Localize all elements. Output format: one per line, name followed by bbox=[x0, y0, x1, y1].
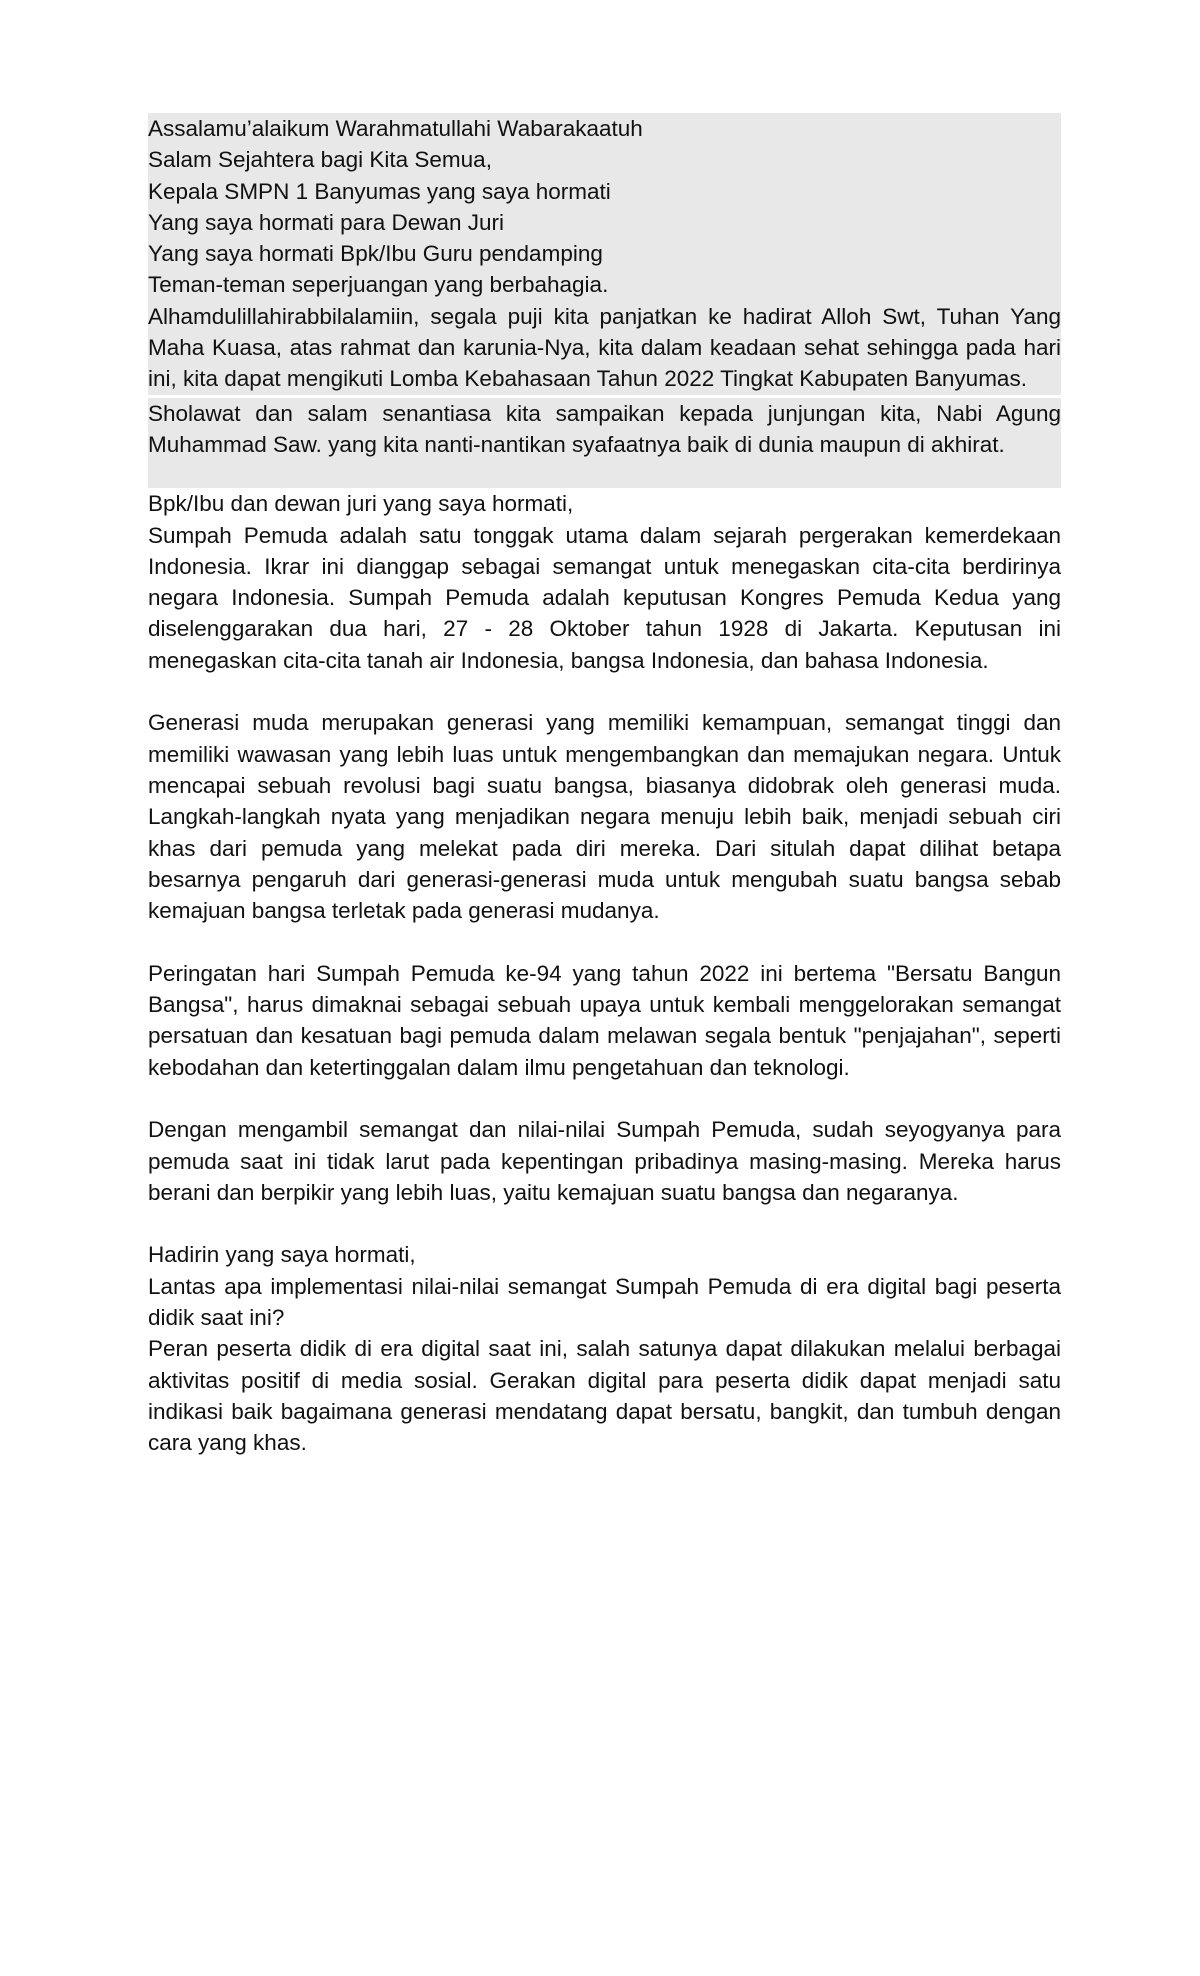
sholawat-paragraph: Sholawat dan salam senantiasa kita sampaikan kepada junjungan kita, Nabi Agung Muhammad Saw. yang kita nanti-nantikan syafaatnya baik di dunia maupun di akhirat. bbox=[148, 400, 1061, 457]
greeting-line: Yang saya hormati Bpk/Ibu Guru pendamping bbox=[148, 241, 603, 267]
paragraph-spacer bbox=[148, 1208, 1061, 1239]
paragraph-semangat: Dengan mengambil semangat dan nilai-nilai Sumpah Pemuda, sudah seyogyanya para pemuda saat ini tidak larut pada kepentingan pribadinya masing-masing. Mereka harus berani dan berpikir yang lebih luas, yaitu kemajuan suatu bangsa dan negaranya. bbox=[148, 1117, 1061, 1205]
address-jury: Bpk/Ibu dan dewan juri yang saya hormati, bbox=[148, 491, 574, 517]
opening-paragraph: Alhamdulillahirabbilalamiin, segala puji kita panjatkan ke hadirat Alloh Swt, Tuhan Yang Maha Kuasa, atas rahmat dan karunia-Nya, kita dalam keadaan sehat sehingga pada hari ini, kita dapat mengikuti Lomba Kebahasaan Tahun 2022 Tingkat Kabupaten Banyumas. bbox=[148, 303, 1061, 392]
highlight-tail bbox=[148, 460, 1061, 488]
highlighted-opening bbox=[148, 113, 1061, 395]
paragraph-generasi-muda: Generasi muda merupakan generasi yang memiliki kemampuan, semangat tinggi dan memiliki wawasan yang lebih luas untuk mengembangkan dan memajukan negara. Untuk mencapai sebuah revolusi bagi suatu bangsa, biasanya didobrak oleh generasi muda. Langkah-langkah nyata yang menjadikan negara menuju lebih baik, menjadi sebuah ciri khas dari pemuda yang melekat pada diri mereka. Dari situlah dapat dilihat betapa besarnya pengaruh dari generasi-generasi muda untuk mengubah suatu bangsa sebab kemajuan bangsa terletak pada generasi mudanya. bbox=[148, 710, 1061, 924]
greeting-line: Salam Sejahtera bagi Kita Semua, bbox=[148, 147, 492, 173]
paragraph-question: Lantas apa implementasi nilai-nilai semangat Sumpah Pemuda di era digital bagi peserta didik saat ini? bbox=[148, 1273, 1061, 1330]
highlighted-sholawat bbox=[148, 398, 1061, 461]
paragraph-spacer bbox=[148, 1083, 1061, 1114]
paragraph-spacer bbox=[148, 676, 1061, 707]
greeting-line: Assalamu’alaikum Warahmatullahi Wabarakaatuh bbox=[148, 116, 643, 141]
speech-text bbox=[148, 113, 1061, 1458]
greeting-line: Kepala SMPN 1 Banyumas yang saya hormati bbox=[148, 178, 611, 204]
greeting-line: Teman-teman seperjuangan yang berbahagia. bbox=[148, 272, 609, 298]
address-audience: Hadirin yang saya hormati, bbox=[148, 1242, 416, 1268]
paragraph-sumpah-pemuda: Sumpah Pemuda adalah satu tonggak utama dalam sejarah pergerakan kemerdekaan Indonesia. Ikrar ini dianggap sebagai semangat untuk menegaskan cita-cita berdirinya negara Indonesia. Sumpah Pemuda adalah keputusan Kongres Pemuda Kedua yang diselenggarakan dua hari, 27 - 28 Oktober tahun 1928 di Jakarta. Keputusan ini menegaskan cita-cita tanah air Indonesia, bangsa Indonesia, dan bahasa Indonesia. bbox=[148, 522, 1061, 673]
greeting-line: Yang saya hormati para Dewan Juri bbox=[148, 209, 505, 235]
paragraph-peringatan: Peringatan hari Sumpah Pemuda ke-94 yang tahun 2022 ini bertema "Bersatu Bangun Bangsa", harus dimaknai sebagai sebuah upaya untuk kembali menggelorakan semangat persatuan dan kesatuan bagi pemuda dalam melawan segala bentuk "penjajahan", seperti kebodahan dan ketertinggalan dalam ilmu pengetahuan dan teknologi. bbox=[148, 960, 1061, 1080]
paragraph-spacer bbox=[148, 926, 1061, 957]
paragraph-digital: Peran peserta didik di era digital saat ini, salah satunya dapat dilakukan melalui berbagai aktivitas positif di media sosial. Gerakan digital para peserta didik dapat menjadi satu indikasi baik bagaimana generasi mendatang dapat bersatu, bangkit, dan tumbuh dengan cara yang khas. bbox=[148, 1336, 1061, 1456]
